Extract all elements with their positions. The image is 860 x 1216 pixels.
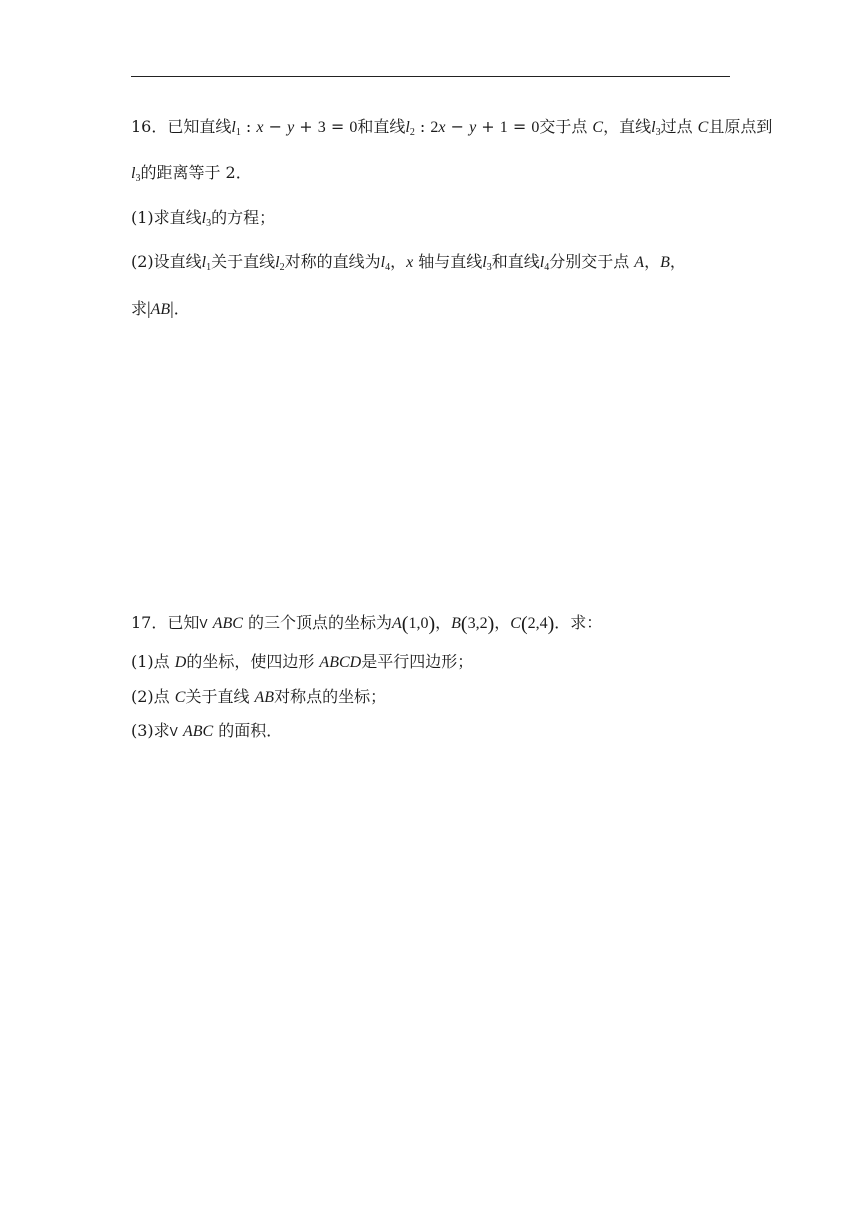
problem-16-part-2-cont: 求|AB|．	[131, 298, 190, 318]
header-rule	[131, 76, 730, 77]
problem-17-line-1: 17．已知V ABC 的三个顶点的坐标为A(1,0)，B(3,2)，C(2,4)．求：	[131, 613, 603, 635]
problem-17-part-2: (2)点 C关于直线 AB对称点的坐标；	[131, 687, 387, 706]
problem-16-part-1: (1)求直线$l_3$的方程；	[131, 208, 276, 229]
problem-17-part-1: (1)点 D的坐标，使四边形 ABCD是平行四边形；	[131, 652, 474, 671]
problem-16-line-1: 16．已知直线$l_1$ : x − y + 3 = 0和直线$l_2$ : 2x − y + 1 = 0交于点 C，直线$l_3$过点 C且原点到	[131, 117, 773, 138]
problem-16-part-2: (2)设直线$l_1$关于直线$l_2$对称的直线为$l_4$，x 轴与直线$l_3$和直线$l_4$分别交于点 A，B，	[131, 252, 686, 273]
problem-17-part-3: (3)求V ABC 的面积．	[131, 721, 283, 740]
problem-16-line-2: $l_3$的距离等于 2．	[131, 163, 252, 184]
